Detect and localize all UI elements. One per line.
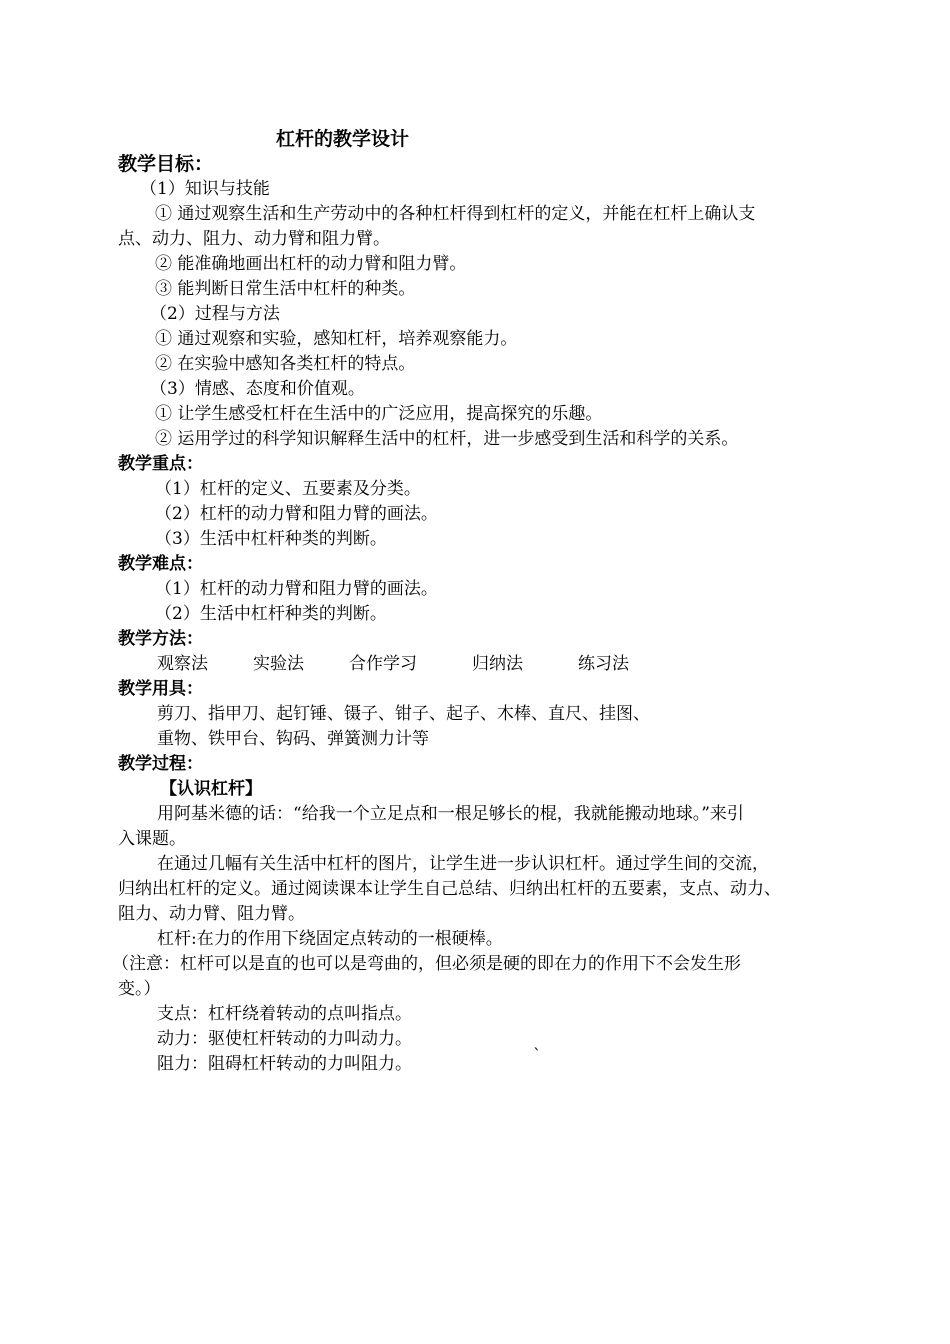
method-item: 练习法	[578, 654, 629, 674]
difficulties-heading: 教学难点：	[118, 554, 203, 574]
tools-line: 重物、铁甲台、钩码、弹簧测力计等	[157, 729, 429, 749]
key-point-item: （2）杠杆的动力臂和阻力臂的画法。	[155, 504, 438, 524]
paragraph-line1: 在通过几幅有关生活中杠杆的图片，让学生进一步认识杠杆。通过学生间的交流，	[157, 854, 769, 874]
difficulty-item: （1）杠杆的动力臂和阻力臂的画法。	[155, 579, 438, 599]
difficulty-item: （2）生活中杠杆种类的判断。	[155, 604, 387, 624]
note-line2: 变。）	[118, 979, 161, 999]
goal-p1: ① 通过观察和实验，感知杠杆，培养观察能力。	[155, 329, 518, 349]
effort-definition: 动力：驱使杠杆转动的力叫动力。	[157, 1029, 412, 1049]
method-item: 归纳法	[472, 654, 523, 674]
methods-heading: 教学方法：	[118, 629, 203, 649]
key-point-item: （1）杠杆的定义、五要素及分类。	[155, 479, 421, 499]
fulcrum-definition: 支点：杠杆绕着转动的点叫指点。	[157, 1004, 412, 1024]
method-item: 实验法	[253, 654, 304, 674]
goal-k3: ③ 能判断日常生活中杠杆的种类。	[155, 279, 416, 299]
tools-line: 剪刀、指甲刀、起钉锤、镊子、钳子、起子、木棒、直尺、挂图、	[157, 704, 650, 724]
paragraph-line3: 阻力、动力臂、阻力臂。	[118, 904, 305, 924]
page-title: 杠杆的教学设计	[276, 128, 410, 150]
section-title: 【认识杠杆】	[160, 779, 262, 799]
process-section-heading: 教学过程：	[118, 754, 203, 774]
intro-line1: 用阿基米德的话：“给我一个立足点和一根足够长的棍，我就能搬动地球。”来引	[157, 804, 744, 824]
method-item: 观察法	[157, 654, 208, 674]
intro-line2: 入课题。	[118, 829, 186, 849]
process-heading: （2）过程与方法	[150, 304, 280, 324]
goal-e1: ① 让学生感受杠杆在生活中的广泛应用，提高探究的乐趣。	[155, 404, 603, 424]
goal-k1-line2: 点、动力、阻力、动力臂和阻力臂。	[118, 229, 390, 249]
paragraph-line2: 归纳出杠杆的定义。通过阅读课本让学生自己总结、归纳出杠杆的五要素，支点、动力、	[118, 879, 781, 899]
resistance-definition: 阻力：阻碍杠杆转动的力叫阻力。	[157, 1054, 412, 1074]
method-item: 合作学习	[349, 654, 417, 674]
note-line1: （注意：杠杆可以是直的也可以是弯曲的，但必须是硬的即在力的作用下不会发生形	[112, 954, 741, 974]
lever-definition: 杠杆:在力的作用下绕固定点转动的一根硬棒。	[157, 929, 503, 949]
goal-p2: ② 在实验中感知各类杠杆的特点。	[155, 354, 416, 374]
stray-mark: `	[533, 1046, 542, 1066]
goal-k1-line1: ① 通过观察生活和生产劳动中的各种杠杆得到杠杆的定义，并能在杠杆上确认支	[155, 204, 756, 224]
tools-heading: 教学用具：	[118, 679, 203, 699]
emotion-heading: （3）情感、态度和价值观。	[150, 379, 365, 399]
goal-k2: ② 能准确地画出杠杆的动力臂和阻力臂。	[155, 254, 467, 274]
key-points-heading: 教学重点：	[118, 454, 203, 474]
key-point-item: （3）生活中杠杆种类的判断。	[155, 529, 387, 549]
goal-e2: ② 运用学过的科学知识解释生活中的杠杆，进一步感受到生活和科学的关系。	[155, 429, 739, 449]
knowledge-heading: （1）知识与技能	[140, 179, 270, 199]
goals-heading: 教学目标：	[118, 153, 214, 175]
